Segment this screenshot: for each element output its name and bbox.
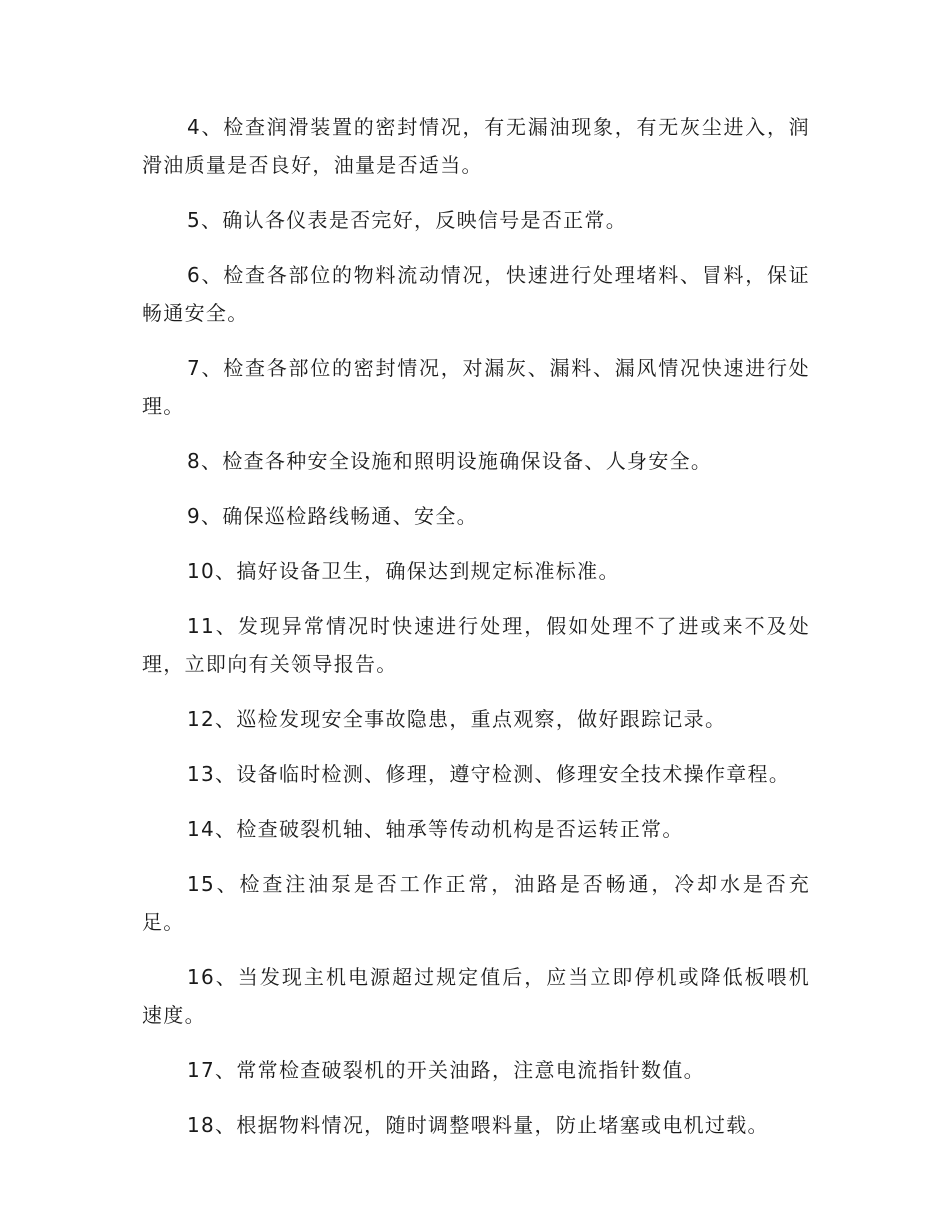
paragraph-item-5: 5、确认各仪表是否完好，反映信号是否正常。: [187, 208, 628, 232]
paragraph-item-14: 14、检查破裂机轴、轴承等传动机构是否运转正常。: [187, 817, 684, 841]
paragraph-item-13: 13、设备临时检测、修理，遵守检测、修理安全技术操作章程。: [187, 762, 791, 786]
paragraph-item-4: 4、检查润滑装置的密封情况，有无漏油现象，有无灰尘进入，润滑油质量是否良好，油量是否适当。: [142, 115, 810, 177]
paragraph-item-12: 12、巡检发现安全事故隐患，重点观察，做好跟踪记录。: [187, 707, 727, 731]
paragraph-item-10: 10、搞好设备卫生，确保达到规定标准标准。: [187, 559, 620, 583]
document-body: [142, 108, 810, 1161]
paragraph-item-17: 17、常常检查破裂机的开关油路，注意电流指针数值。: [187, 1058, 705, 1082]
paragraph-item-11: 11、发现异常情况时快速进行处理，假如处理不了进或来不及处理，立即向有关领导报告。: [142, 614, 810, 676]
paragraph-item-7: 7、检查各部位的密封情况，对漏灰、漏料、漏风情况快速进行处理。: [142, 356, 810, 418]
paragraph-item-15: 15、检查注油泵是否工作正常，油路是否畅通，冷却水是否充足。: [142, 872, 810, 934]
paragraph-item-18: 18、根据物料情况，随时调整喂料量，防止堵塞或电机过载。: [187, 1113, 769, 1137]
paragraph-item-6: 6、检查各部位的物料流动情况，快速进行处理堵料、冒料，保证畅通安全。: [142, 263, 810, 325]
paragraph-item-9: 9、确保巡检路线畅通、安全。: [187, 504, 478, 528]
paragraph-item-16: 16、当发现主机电源超过规定值后，应当立即停机或降低板喂机速度。: [142, 965, 810, 1027]
paragraph-item-8: 8、检查各种安全设施和照明设施确保设备、人身安全。: [187, 449, 713, 473]
